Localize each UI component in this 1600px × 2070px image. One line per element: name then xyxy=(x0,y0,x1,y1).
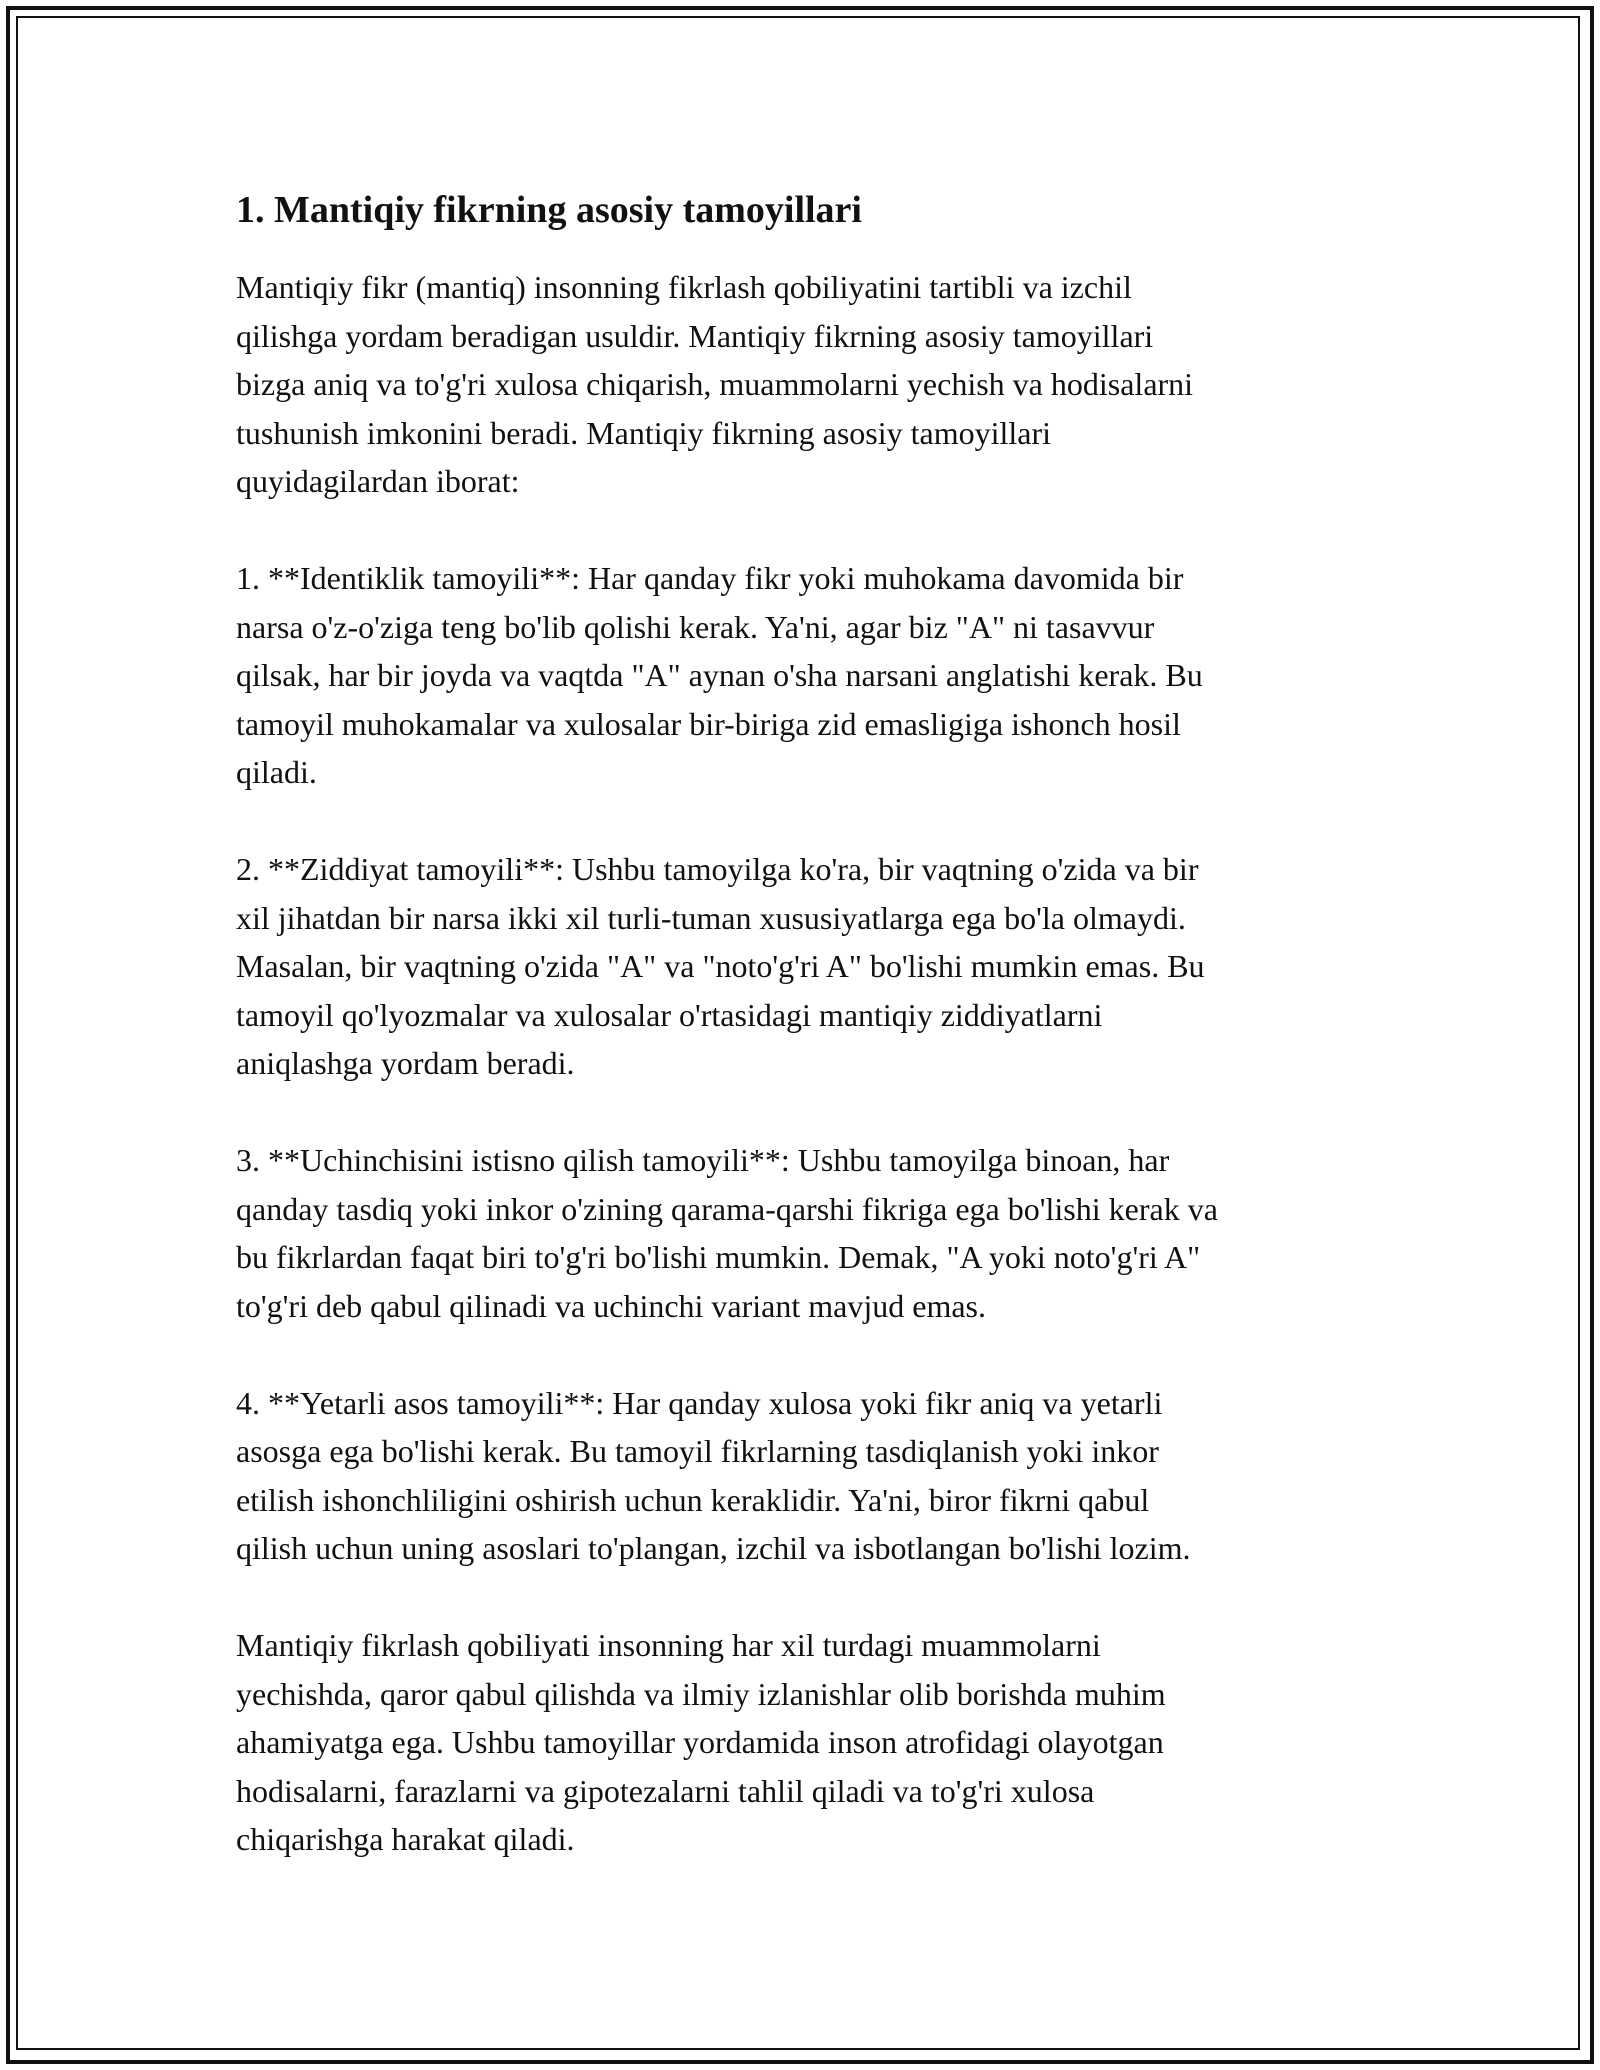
principle-identity-paragraph: 1. **Identiklik tamoyili**: Har qanday fikr yoki muhokama davomida bir narsa o'z-o'ziga teng bo'lib qolishi kerak. Ya'ni, agar biz "A" ni tasavvur qilsak, har bir joyda va vaqtda "A" aynan o'sha narsani anglatishi kerak. Bu tamoyil muhokamalar va xulosalar bir-biriga zid emasligiga ishonch hosil qiladi. xyxy=(236,560,1203,790)
document-title: 1. Mantiqiy fikrning asosiy tamoyillari xyxy=(236,189,862,231)
intro-paragraph: Mantiqiy fikr (mantiq) insonning fikrlash qobiliyatini tartibli va izchil qilishga yordam beradigan usuldir. Mantiqiy fikrning asosiy tamoyillari bizga aniq va to'g'ri xulosa chiqarish, muammolarni yechish va hodisalarni tushunish imkonini beradi. Mantiqiy fikrning asosiy tamoyillari quyidagilardan iborat: xyxy=(236,269,1194,499)
principle-sufficient-reason-paragraph: 4. **Yetarli asos tamoyili**: Har qanday xulosa yoki fikr aniq va yetarli asosga ega bo'lishi kerak. Bu tamoyil fikrlarning tasdiqlanish yoki inkor etilish ishonchliligini oshirish uchun keraklidir. Ya'ni, biror fikrni qabul qilish uchun uning asoslari to'plangan, izchil va isbotlangan bo'lishi lozim. xyxy=(236,1384,1191,1566)
principle-contradiction-paragraph: 2. **Ziddiyat tamoyili**: Ushbu tamoyilga ko'ra, bir vaqtning o'zida va bir xil jihatdan bir narsa ikki xil turli-tuman xususiyatlarga ega bo'la olmaydi. Masalan, bir vaqtning o'zida "A" va "noto'g'ri A" bo'lishi mumkin emas. Bu tamoyil qo'lyozmalar va xulosalar o'rtasidagi mantiqiy ziddiyatlarni aniqlashga yordam beradi. xyxy=(236,851,1205,1081)
principle-excluded-middle-paragraph: 3. **Uchinchisini istisno qilish tamoyili**: Ushbu tamoyilga binoan, har qanday tasdiq yoki inkor o'zining qarama-qarshi fikriga ega bo'lishi kerak va bu fikrlardan faqat biri to'g'ri bo'lishi mumkin. Demak, "A yoki noto'g'ri A" to'g'ri deb qabul qilinadi va uchinchi variant mavjud emas. xyxy=(236,1142,1218,1324)
document-body xyxy=(236,185,1376,1912)
conclusion-paragraph: Mantiqiy fikrlash qobiliyati insonning har xil turdagi muammolarni yechishda, qaror qabul qilishda va ilmiy izlanishlar olib borishda muhim ahamiyatga ega. Ushbu tamoyillar yordamida inson atrofidagi olayotgan hodisalarni, farazlarni va gipotezalarni tahlil qiladi va to'g'ri xulosa chiqarishga harakat qiladi. xyxy=(236,1627,1166,1857)
